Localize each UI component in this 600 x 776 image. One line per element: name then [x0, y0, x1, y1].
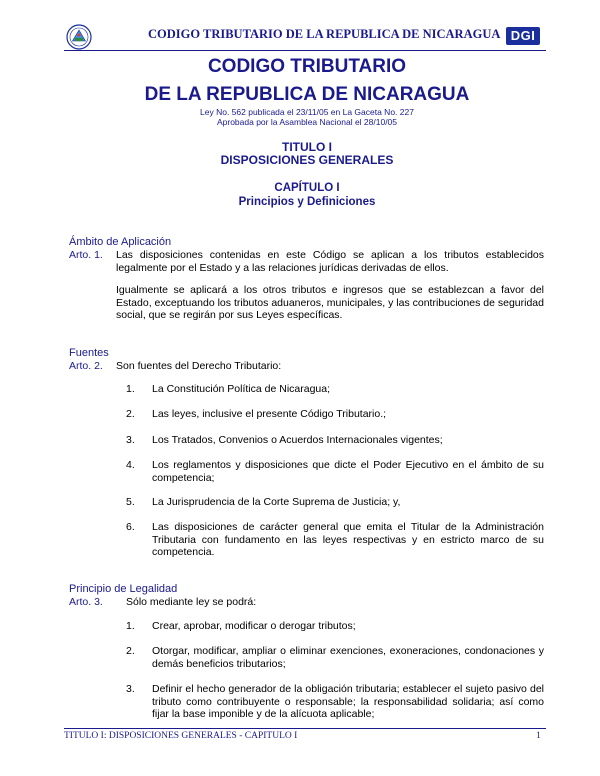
page-number: 1 — [536, 731, 541, 741]
list-item-text: La Jurisprudencia de la Corte Suprema de Justicia; y, — [152, 496, 401, 508]
list-item-number: 1. — [126, 620, 135, 632]
list-item-number: 5. — [126, 496, 135, 508]
nicaragua-seal-icon — [66, 24, 92, 50]
list-item-number: 1. — [126, 383, 135, 395]
article-label-3: Arto. 3. — [69, 596, 103, 608]
section-title-legalidad: Principio de Legalidad — [69, 583, 178, 595]
list-item-number: 3. — [126, 683, 135, 695]
list-item-text: Crear, aprobar, modificar o derogar tributos; — [152, 620, 356, 632]
section-title-fuentes: Fuentes — [69, 347, 109, 359]
list-item-text: Las disposiciones de carácter general que emita el Titular de la Administración Tributaria con fundamento en las leyes respectivas y en estricto marco de su competencia. — [152, 521, 544, 558]
titulo-label: TITULO I — [282, 140, 332, 154]
list-item-text: Los reglamentos y disposiciones que dicte el Poder Ejecutivo en el ámbito de su competencia; — [152, 459, 544, 484]
footer-divider — [64, 728, 546, 729]
list-item-text: Definir el hecho generador de la obligación tributaria; establecer el sujeto pasivo del tributo como contribuyente o responsable; la responsabilidad solidaria; así como fijar la base imponible y de la alícuota aplicable; — [152, 683, 544, 720]
footer-chapter-label: TITULO I: DISPOSICIONES GENERALES - CAPITULO I — [64, 731, 298, 741]
list-item-number: 3. — [126, 434, 135, 446]
list-item-text: Otorgar, modificar, ampliar o eliminar exenciones, exoneraciones, condonaciones y demás beneficios tributarios; — [152, 645, 544, 670]
document-subtitle-approval: Aprobada por la Asamblea Nacional el 28/10/05 — [216, 117, 398, 127]
article-label-2: Arto. 2. — [69, 360, 103, 372]
article-1-paragraph-1: Las disposiciones contenidas en este Código se aplican a los tributos establecidos legalmente por el Estado y a las relaciones jurídicas derivadas de ellos. — [116, 249, 544, 274]
list-item-number: 6. — [126, 521, 135, 533]
list-item-text: La Constitución Política de Nicaragua; — [152, 383, 331, 395]
list-item-number: 2. — [126, 645, 135, 657]
section-title-ambito: Ámbito de Aplicación — [69, 236, 172, 248]
list-item-text: Los Tratados, Convenios o Acuerdos Internacionales vigentes; — [152, 434, 443, 446]
page-header — [64, 22, 544, 50]
list-item-number: 2. — [126, 408, 135, 420]
capitulo-label: CAPÍTULO I — [274, 182, 340, 194]
document-title-line2: DE LA REPUBLICA DE NICARAGUA — [144, 84, 470, 105]
article-2-intro: Son fuentes del Derecho Tributario: — [116, 360, 282, 372]
capitulo-name: Principios y Definiciones — [238, 196, 376, 208]
article-label-1: Arto. 1. — [69, 249, 103, 261]
article-1-paragraph-2: Igualmente se aplicará a los otros tributos e ingresos que se establezcan a favor del Estado, exceptuando los tributos aduaneros, municipales, y las contribuciones de seguridad social, que se regirán por sus Leyes específicas. — [116, 284, 544, 321]
titulo-name: DISPOSICIONES GENERALES — [220, 153, 394, 167]
dgi-logo: DGI — [506, 27, 540, 45]
header-divider — [64, 50, 546, 51]
document-subtitle-law: Ley No. 562 publicada el 23/11/05 en La Gaceta No. 227 — [200, 107, 414, 117]
header-title: CODIGO TRIBUTARIO DE LA REPUBLICA DE NICARAGUA — [148, 27, 501, 41]
list-item-text: Las leyes, inclusive el presente Código Tributario.; — [152, 408, 387, 420]
list-item-number: 4. — [126, 459, 135, 471]
article-3-intro: Sólo mediante ley se podrá: — [126, 596, 257, 608]
document-title-line1: CODIGO TRIBUTARIO — [207, 56, 407, 77]
